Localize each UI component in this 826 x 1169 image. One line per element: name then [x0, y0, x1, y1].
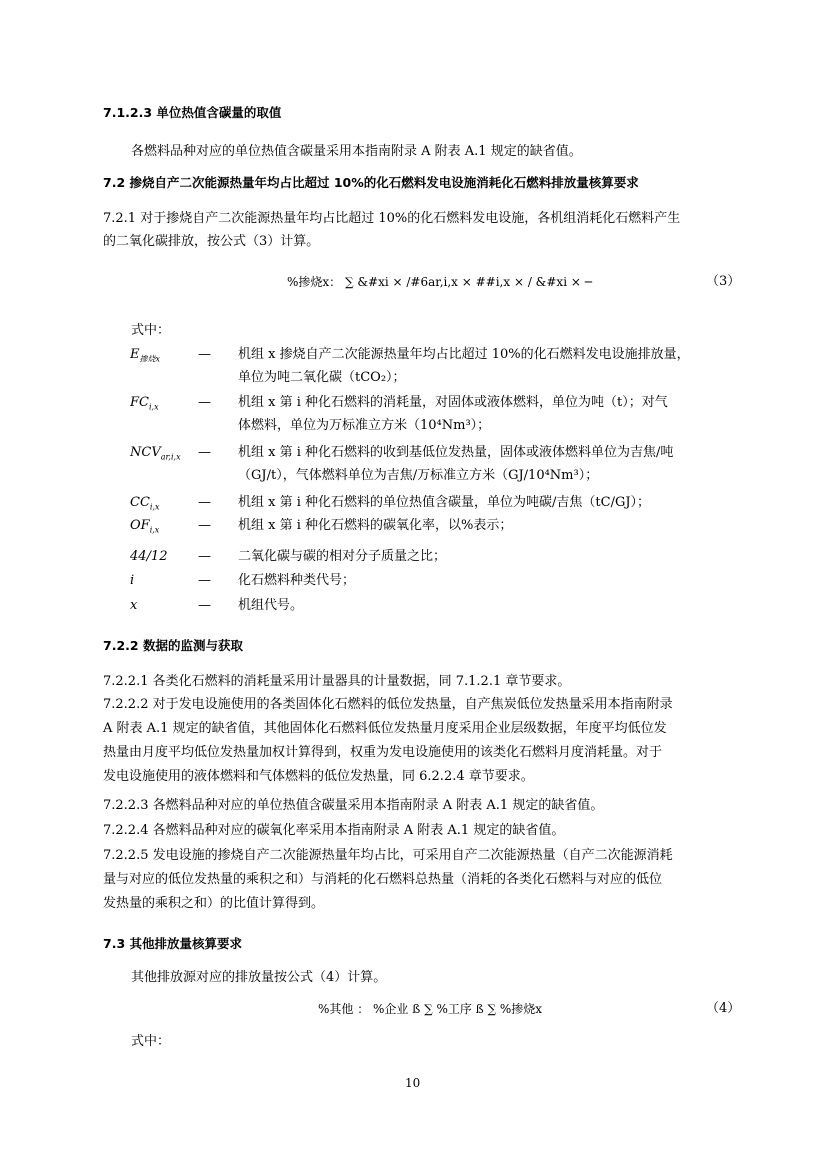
var-i-desc: 化石燃料种类代号；	[238, 573, 356, 588]
section-7222-line-1: 7.2.2.2 对于发电设施使用的各类固体化石燃料的低位发热量，自产焦炭低位发热量采用本指南附录	[103, 697, 673, 712]
var-x-dash: —	[198, 598, 211, 613]
var-e-symbol: $E_{掺烧x}$	[130, 347, 161, 364]
section-722-heading: 7.2.2 数据的监测与获取	[103, 638, 243, 653]
section-7224-paragraph: 7.2.2.4 各燃料品种对应的碳氧化率采用本指南附录 A 附表 A.1 规定的缺省值。	[103, 823, 565, 838]
section-7222-line-4: 发电设施使用的液体燃料和气体燃料的低位发热量，同 6.2.2.4 章节要求。	[103, 769, 534, 784]
section-7223-paragraph: 7.2.2.3 各燃料品种对应的单位热值含碳量采用本指南附录 A 附表 A.1 规定的缺省值。	[103, 798, 604, 813]
var-of-dash: —	[198, 518, 211, 533]
var-ratio-symbol: 44/12	[130, 549, 168, 564]
section-7225-line-1: 7.2.2.5 发电设施的掺烧自产二次能源热量年均占比，可采用自产二次能源热量（自产二次能源消耗	[103, 848, 673, 863]
section-73-heading: 7.3 其他排放量核算要求	[103, 936, 242, 951]
section-721-line-2: 的二氧化碳排放，按公式（3）计算。	[103, 234, 320, 249]
var-ncv-dash: —	[198, 445, 211, 460]
section-73-paragraph: 其他排放源对应的排放量按公式（4）计算。	[131, 970, 387, 985]
var-cc-dash: —	[198, 495, 211, 510]
var-fc-symbol: $FC_{i,x}$	[130, 395, 159, 412]
formula-3: %掺烧x： ∑ &#xi × /#6ar,i,x × ##i,x × / &#xi × ─	[287, 275, 592, 289]
section-7222-line-2: A 附表 A.1 规定的缺省值，其他固体化石燃料低位发热量月度采用企业层级数据，年度平均低位发	[103, 721, 667, 736]
var-x-desc: 机组代号。	[238, 598, 304, 613]
var-cc-symbol: $CC_{i,x}$	[130, 495, 160, 512]
section-72-heading: 7.2 掺烧自产二次能源热量年均占比超过 10%的化石燃料发电设施消耗化石燃料排放量核算要求	[103, 175, 639, 190]
var-of-symbol: $OF_{i,x}$	[130, 518, 160, 535]
var-x-symbol: x	[130, 598, 138, 613]
where-label-2: 式中：	[131, 1034, 171, 1049]
section-721-line-1: 7.2.1 对于掺烧自产二次能源热量年均占比超过 10%的化石燃料发电设施，各机组消耗化石燃料产生	[103, 211, 681, 226]
var-fc-desc-2: 体燃料，单位为万标准立方米（10⁴Nm³）；	[238, 418, 491, 433]
var-cc-desc-1: 机组 x 第 i 种化石燃料的单位热值含碳量，单位为吨碳/吉焦（tC/GJ）；	[238, 495, 651, 510]
var-e-desc-1: 机组 x 掺烧自产二次能源热量年均占比超过 10%的化石燃料发电设施排放量，	[238, 347, 690, 362]
var-e-desc-2: 单位为吨二氧化碳（tCO₂）；	[238, 370, 406, 385]
formula-4-number: （4）	[706, 1001, 741, 1016]
where-label-1: 式中：	[131, 323, 171, 338]
section-7222-line-3: 热量由月度平均低位发热量加权计算得到，权重为发电设施使用的该类化石燃料月度消耗量。对于	[103, 745, 663, 760]
section-7225-line-3: 发热量的乘积之和）的比值计算得到。	[103, 896, 325, 911]
var-i-symbol: i	[130, 573, 135, 588]
var-e-dash: —	[198, 347, 211, 362]
var-ncv-desc-1: 机组 x 第 i 种化石燃料的收到基低位发热量，固体或液体燃料单位为吉焦/吨	[238, 445, 674, 460]
formula-3-number: （3）	[706, 274, 741, 289]
section-7123-heading: 7.1.2.3 单位热值含碳量的取值	[103, 105, 282, 120]
var-ratio-desc: 二氧化碳与碳的相对分子质量之比；	[238, 549, 447, 564]
var-of-desc-1: 机组 x 第 i 种化石燃料的碳氧化率，以%表示；	[238, 518, 513, 533]
var-fc-dash: —	[198, 395, 211, 410]
section-7225-line-2: 量与对应的低位发热量的乘积之和）与消耗的化石燃料总热量（消耗的各类化石燃料与对应的低位	[103, 872, 663, 887]
page-number: 10	[405, 1076, 421, 1090]
var-ratio-dash: —	[198, 549, 211, 564]
section-7221-paragraph: 7.2.2.1 各类化石燃料的消耗量采用计量器具的计量数据，同 7.1.2.1 章节要求。	[103, 674, 571, 689]
formula-4: %其他 ： %企业 ß ∑ %工序 ß ∑ %掺烧x	[318, 1002, 543, 1016]
var-fc-desc-1: 机组 x 第 i 种化石燃料的消耗量，对固体或液体燃料，单位为吨（t）；对气	[238, 395, 668, 410]
var-ncv-symbol: $NCV_{ar,i,x}$	[130, 445, 181, 462]
var-ncv-desc-2: （GJ/t），气体燃料单位为吉焦/万标准立方米（GJ/10⁴Nm³）；	[238, 468, 599, 483]
var-i-dash: —	[198, 573, 211, 588]
section-7123-paragraph: 各燃料品种对应的单位热值含碳量采用本指南附录 A 附表 A.1 规定的缺省值。	[131, 144, 582, 159]
